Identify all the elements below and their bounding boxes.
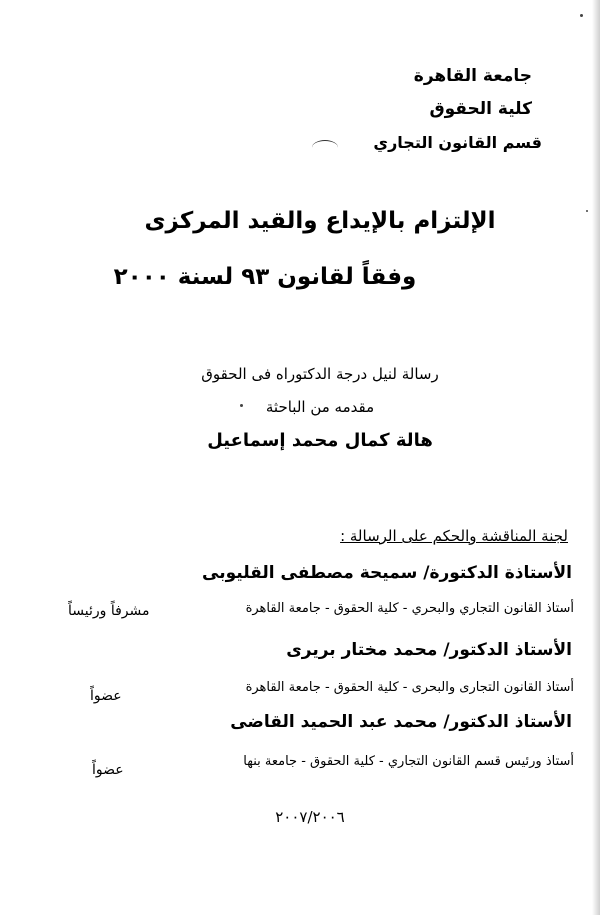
scan-speck <box>586 210 588 212</box>
scan-arc-mark <box>312 140 338 155</box>
committee-member-name: الأستاذ الدكتور/ محمد عبد الحميد القاضى <box>230 712 572 732</box>
committee-member-name: الأستاذة الدكتورة/ سميحة مصطفى القليوبى <box>202 563 572 583</box>
thesis-purpose: رسالة لنيل درجة الدكتوراه فى الحقوق <box>201 365 439 383</box>
author-name: هالة كمال محمد إسماعيل <box>207 430 433 451</box>
scan-speck <box>240 404 243 407</box>
committee-member-role: عضواً <box>90 688 122 704</box>
committee-member-role: مشرفاً ورئيساً <box>68 603 150 619</box>
committee-member-description: أستاذ ورئيس قسم القانون التجاري - كلية الحقوق - جامعة بنها <box>243 754 574 769</box>
thesis-title-line1: الإلتزام بالإيداع والقيد المركزى <box>144 208 496 234</box>
scan-edge-shadow <box>592 0 600 915</box>
university-name: جامعة القاهرة <box>413 66 532 86</box>
academic-year: ٢٠٠٧/٢٠٠٦ <box>275 808 345 826</box>
faculty-name: كلية الحقوق <box>429 99 532 119</box>
committee-member-role: عضواً <box>92 762 124 778</box>
committee-member-name: الأستاذ الدكتور/ محمد مختار بريرى <box>286 640 572 660</box>
committee-member-description: أستاذ القانون التجارى والبحرى - كلية الحقوق - جامعة القاهرة <box>245 680 574 695</box>
committee-heading: لجنة المناقشة والحكم على الرسالة : <box>340 527 568 545</box>
submitted-by: مقدمه من الباحثة <box>265 398 375 416</box>
thesis-title-line2: وفقاً لقانون ٩٣ لسنة ٢٠٠٠ <box>113 264 417 290</box>
department-name: قسم القانون التجاري <box>373 133 542 152</box>
committee-member-description: أستاذ القانون التجاري والبحري - كلية الحقوق - جامعة القاهرة <box>245 601 574 616</box>
scan-speck <box>580 14 583 17</box>
